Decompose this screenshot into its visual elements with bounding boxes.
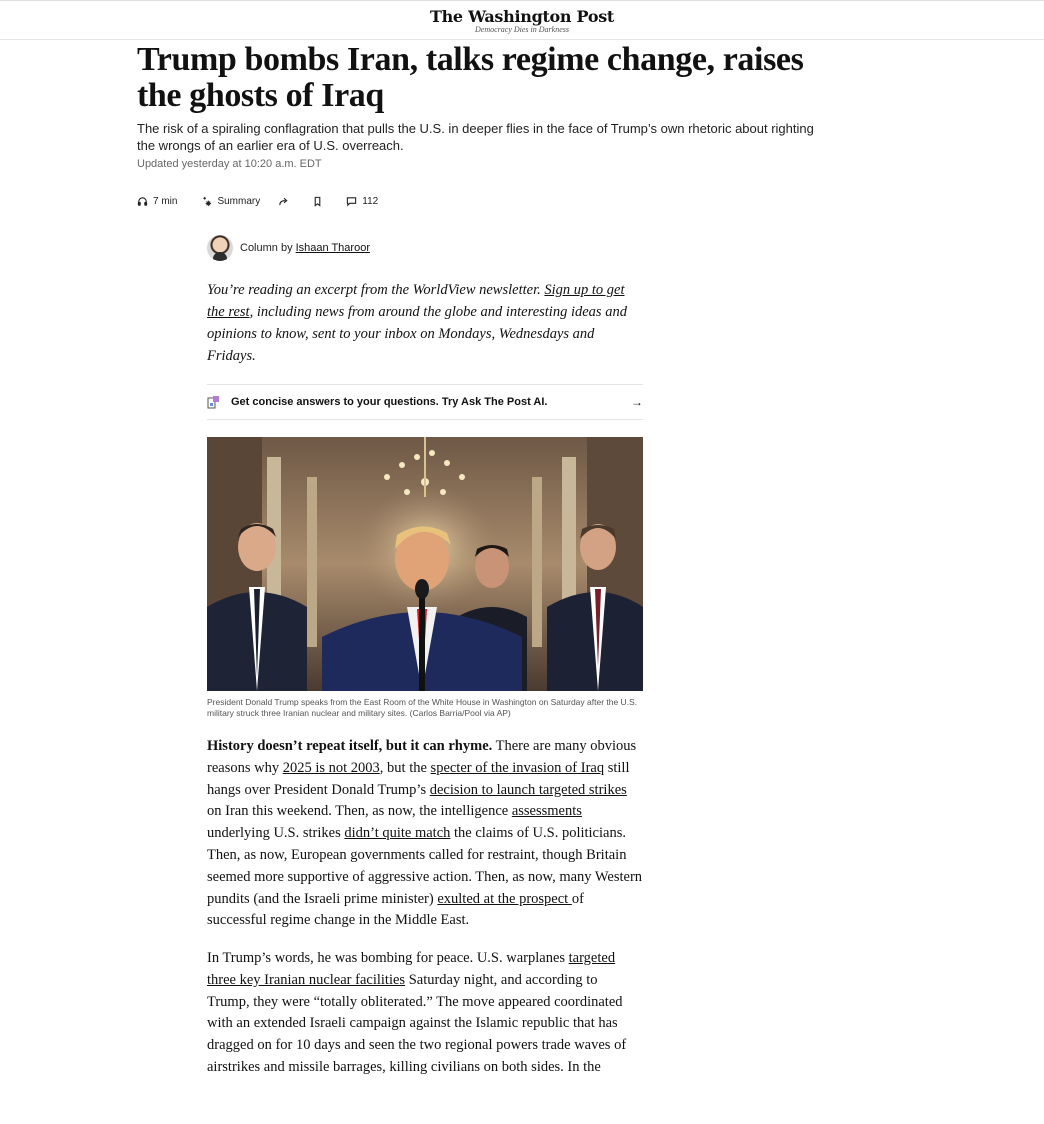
author-avatar[interactable] xyxy=(207,235,233,261)
inline-link[interactable]: 2025 is not 2003 xyxy=(282,759,380,776)
inline-link[interactable]: specter of the invasion of Iraq xyxy=(430,759,605,776)
body-text: the claims of U.S. politicians. Then, as now, European governments called for restraint, though Britain seemed more supportive of aggressive action. Then, as now, many Western pundits (and the Israeli prime minister) xyxy=(207,825,643,907)
body-text: on Iran this weekend. Then, as now, the intelligence xyxy=(207,803,512,820)
newsletter-promo xyxy=(207,279,643,367)
lead-photo[interactable] xyxy=(207,437,643,691)
masthead xyxy=(0,0,1044,40)
ask-ai-icon xyxy=(207,395,221,409)
ask-ai-label: Get concise answers to your questions. Try Ask The Post AI. xyxy=(231,396,548,408)
inline-link[interactable]: exulted at the prospect xyxy=(437,890,572,907)
headphones-icon xyxy=(137,196,148,207)
masthead-tagline: Democracy Dies in Darkness xyxy=(475,25,569,34)
bookmark-icon xyxy=(312,196,323,207)
bookmark-button[interactable] xyxy=(312,196,328,207)
sparkle-icon xyxy=(201,196,212,207)
article-dek: The risk of a spiraling conflagration that pulls the U.S. in deeper flies in the face of Trump’s own rhetoric about righting the wrongs of an earlier era of U.S. overreach. xyxy=(137,121,814,153)
body-text: There are many obvious reasons why xyxy=(207,738,637,776)
newsletter-signup-link[interactable]: Sign up to get the rest xyxy=(207,282,625,320)
article-headline: Trump bombs Iran, talks regime change, raises the ghosts of Iraq xyxy=(137,41,804,114)
lede-sentence: History doesn’t repeat itself, but it can rhyme. xyxy=(207,738,493,754)
lead-photo-illustration xyxy=(207,437,643,691)
ask-post-ai-banner[interactable] xyxy=(207,384,643,420)
body-paragraph xyxy=(207,736,643,932)
share-icon xyxy=(278,196,289,207)
comment-icon xyxy=(346,196,357,207)
newsletter-text: You’re reading an excerpt from the WorldView newsletter. xyxy=(207,282,545,298)
share-button[interactable] xyxy=(278,196,294,207)
newsletter-text-tail: , including news from around the globe and interesting ideas and opinions to know, sent to your inbox on Mondays, Wednesdays and Fridays. xyxy=(207,304,627,364)
body-text: , but the xyxy=(379,759,431,776)
washington-post-logo[interactable]: The Washington Post xyxy=(429,7,614,26)
summary-label: Summary xyxy=(217,195,261,207)
comments-count: 112 xyxy=(362,195,379,207)
listen-duration: 7 min xyxy=(153,195,178,207)
byline xyxy=(207,234,370,262)
article-actions-bar xyxy=(137,193,378,209)
summary-button[interactable] xyxy=(201,196,260,207)
inline-link[interactable]: assessments xyxy=(511,803,582,820)
comments-button[interactable] xyxy=(346,196,378,207)
listen-button[interactable] xyxy=(137,196,177,207)
body-paragraph xyxy=(207,948,643,1079)
body-text: still hangs over President Donald Trump’s xyxy=(207,759,630,798)
body-text: of successful regime change in the Middle East. xyxy=(207,890,584,929)
inline-link[interactable]: didn’t quite match xyxy=(344,825,451,842)
body-text: underlying U.S. strikes xyxy=(207,825,345,842)
inline-link[interactable]: decision to launch targeted strikes xyxy=(429,781,627,798)
article-timestamp: Updated yesterday at 10:20 a.m. EDT xyxy=(137,158,322,170)
body-text: In Trump’s words, he was bombing for peace. U.S. warplanes xyxy=(207,950,569,966)
body-text: Saturday night, and according to Trump, they were “totally obliterated.” The move appeared coordinated with an extended Israeli campaign against the Islamic republic that has dragged on for 10 days and seen the two regional powers trade waves of airstrikes and missile barrages, killing civilians on both sides. In the xyxy=(207,971,627,1075)
photo-caption: President Donald Trump speaks from the East Room of the White House in Washington on Saturday after the U.S. military struck three Iranian nuclear and military sites. (Carlos Barria/Pool via AP) xyxy=(207,697,638,718)
author-link[interactable]: Ishaan Tharoor xyxy=(295,242,370,254)
arrow-right-icon: → xyxy=(631,395,643,409)
byline-prefix: Column by xyxy=(240,242,293,254)
inline-link[interactable]: targeted three key Iranian nuclear facilities xyxy=(207,950,616,988)
